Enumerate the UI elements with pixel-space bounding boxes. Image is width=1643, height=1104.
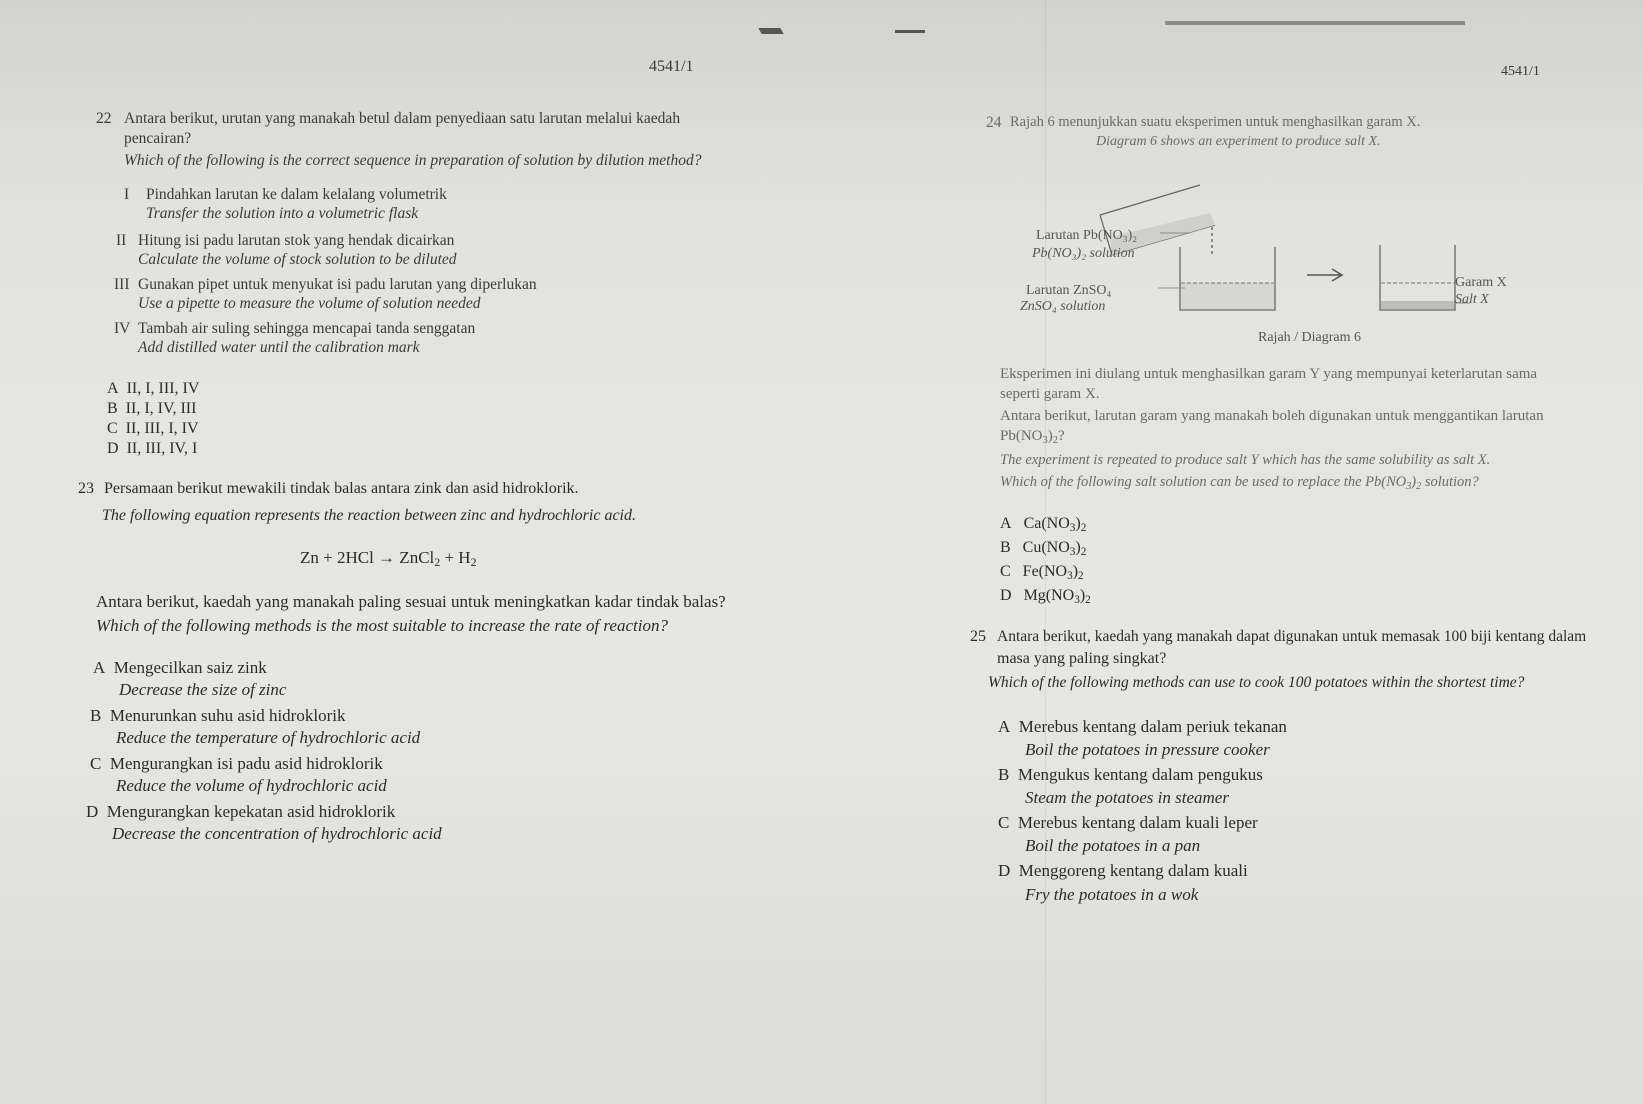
product-beaker (1380, 245, 1455, 310)
q22-option-a[interactable] (107, 380, 199, 398)
question-23-ask-english: Which of the following methods is the most suitable to increase the rate of reaction? (96, 616, 668, 635)
question-22-malay: Antara berikut, urutan yang manakah betul dalam penyediaan satu larutan melalui kaedah (124, 110, 681, 127)
q25-option-a-english: Boil the potatoes in pressure cooker (1025, 740, 1270, 759)
step-2-malay: Hitung isi padu larutan stok yang hendak dicairkan (138, 232, 455, 249)
zinc-sulfate-liquid (1181, 283, 1274, 309)
step-2-num: II (116, 232, 127, 249)
question-24-number: 24 (986, 114, 1002, 131)
q24-option-c[interactable]: C $Fe(NO_3)_2$ (1000, 563, 1084, 582)
q22-option-c[interactable] (107, 420, 199, 438)
question-25-malay: Antara berikut, kaedah yang manakah dapat digunakan untuk memasak 100 biji kentang dalam (997, 628, 1587, 645)
step-1-english: Transfer the solution into a volumetric flask (146, 205, 419, 222)
q24-english-1: The experiment is repeated to produce salt Y which has the same solubility as salt X. (1000, 452, 1491, 468)
q22-option-b[interactable] (107, 400, 196, 418)
option-letter: B (107, 400, 118, 417)
q23-option-d-english: Decrease the concentration of hydrochloric acid (112, 824, 442, 843)
question-23-malay: Persamaan berikut mewakili tindak balas antara zink dan asid hidroklorik. (104, 480, 579, 497)
q25-option-c[interactable]: C Merebus kentang dalam kuali leper (998, 813, 1258, 832)
question-25-number: 25 (970, 628, 986, 645)
question-25-english: Which of the following methods can use to cook 100 potatoes within the shortest time? (988, 674, 1525, 691)
question-23-number: 23 (78, 480, 94, 497)
q25-option-b-english: Steam the potatoes in steamer (1025, 788, 1229, 807)
q23-option-c[interactable]: C Mengurangkan isi padu asid hidroklorik (90, 754, 383, 773)
q23-option-b-english: Reduce the temperature of hydrochloric acid (116, 728, 421, 747)
question-23-ask-malay: Antara berikut, kaedah yang manakah paling sesuai untuk meningkatkan kadar tindak balas? (96, 592, 726, 611)
q22-option-d[interactable] (107, 440, 197, 458)
question-24-malay: Rajah 6 menunjukkan suatu eksperimen untuk menghasilkan garam X. (1010, 114, 1421, 130)
step-3-english: Use a pipette to measure the volume of solution needed (138, 295, 481, 312)
q23-option-d[interactable]: D Mengurangkan kepekatan asid hidroklorik (86, 802, 396, 821)
step-3-malay: Gunakan pipet untuk menyukat isi padu larutan yang diperlukan (138, 276, 537, 293)
q25-option-b[interactable]: B Mengukus kentang dalam pengukus (998, 765, 1263, 784)
q25-option-d-english: Fry the potatoes in a wok (1025, 885, 1199, 904)
option-letter: A (107, 380, 119, 397)
q24-text-2: seperti garam X. (1000, 386, 1100, 402)
q24-option-a[interactable]: A $Ca(NO_3)_2$ (1000, 515, 1087, 534)
step-4-malay: Tambah air suling sehingga mencapai tanda senggatan (138, 320, 476, 337)
page-code-right: 4541/1 (1501, 64, 1540, 79)
q25-option-a[interactable]: A Merebus kentang dalam periuk tekanan (998, 717, 1287, 736)
q25-option-d[interactable]: D Menggoreng kentang dalam kuali (998, 861, 1248, 880)
question-22-number: 22 (96, 110, 112, 127)
page-code-left: 4541/1 (649, 58, 694, 75)
q23-option-a-english: Decrease the size of zinc (119, 680, 287, 699)
salt-precipitate (1381, 301, 1454, 309)
q23-option-b[interactable]: B Menurunkan suhu asid hidroklorik (90, 706, 346, 725)
q24-text-4: $Pb(NO_3)_2$? (1000, 428, 1065, 446)
option-letter: D (107, 440, 119, 457)
diagram-caption: Rajah / Diagram 6 (1258, 330, 1362, 345)
option-text: II, I, III, IV (126, 380, 200, 397)
label-salt-malay: Garam X (1455, 275, 1507, 290)
reaction-equation: Zn + 2HCl → ZnCl$_2$ + $H_2$ (300, 548, 477, 569)
question-22-malay-cont: pencairan? (124, 130, 192, 147)
q24-option-d[interactable]: D $Mg(NO_3)_2$ (1000, 587, 1091, 606)
top-edge-mark (758, 28, 783, 34)
option-text: II, III, IV, I (126, 440, 198, 457)
top-edge-mark (895, 30, 925, 33)
option-text: II, III, I, IV (125, 420, 199, 437)
q24-option-b[interactable]: B $Cu(NO_3)_2$ (1000, 539, 1087, 558)
label-salt-english: Salt X (1455, 292, 1489, 307)
label-zn-sulfate-english: ZnSO₄ solution (1020, 299, 1106, 314)
question-24-english: Diagram 6 shows an experiment to produce salt X. (1096, 134, 1381, 149)
top-edge-mark (1165, 21, 1465, 25)
q23-option-c-english: Reduce the volume of hydrochloric acid (116, 776, 387, 795)
label-pb-nitrate-english: Pb(NO₃)₂ solution (1032, 246, 1135, 261)
question-22-english: Which of the following is the correct sequence in preparation of solution by dilution method? (124, 152, 702, 169)
question-23-english: The following equation represents the reaction between zinc and hydrochloric acid. (102, 507, 636, 524)
q24-english-2: Which of the following salt solution can be used to replace the $Pb(NO_3)_2$ solution? (1000, 474, 1479, 492)
step-3-num: III (114, 276, 130, 293)
q25-option-c-english: Boil the potatoes in a pan (1025, 836, 1201, 855)
step-4-num: IV (114, 320, 131, 337)
arrow-icon (1307, 269, 1342, 281)
question-25-malay-cont: masa yang paling singkat? (997, 650, 1167, 667)
step-4-english: Add distilled water until the calibration mark (138, 339, 420, 356)
step-1-num: I (124, 186, 130, 203)
label-zn-sulfate-malay: Larutan ZnSO₄ (1026, 283, 1112, 298)
q24-text-1: Eksperimen ini diulang untuk menghasilkan garam Y yang mempunyai keterlarutan sama (1000, 366, 1538, 382)
step-1-malay: Pindahkan larutan ke dalam kelalang volumetrik (146, 186, 447, 203)
q24-text-3: Antara berikut, larutan garam yang manakah boleh digunakan untuk menggantikan larutan (1000, 408, 1544, 424)
option-letter: C (107, 420, 118, 437)
q23-option-a[interactable]: A Mengecilkan saiz zink (93, 658, 267, 677)
option-text: II, I, IV, III (125, 400, 197, 417)
label-pb-nitrate-malay: Larutan Pb(NO₃)₂ (1036, 228, 1138, 243)
step-2-english: Calculate the volume of stock solution to be diluted (138, 251, 457, 268)
